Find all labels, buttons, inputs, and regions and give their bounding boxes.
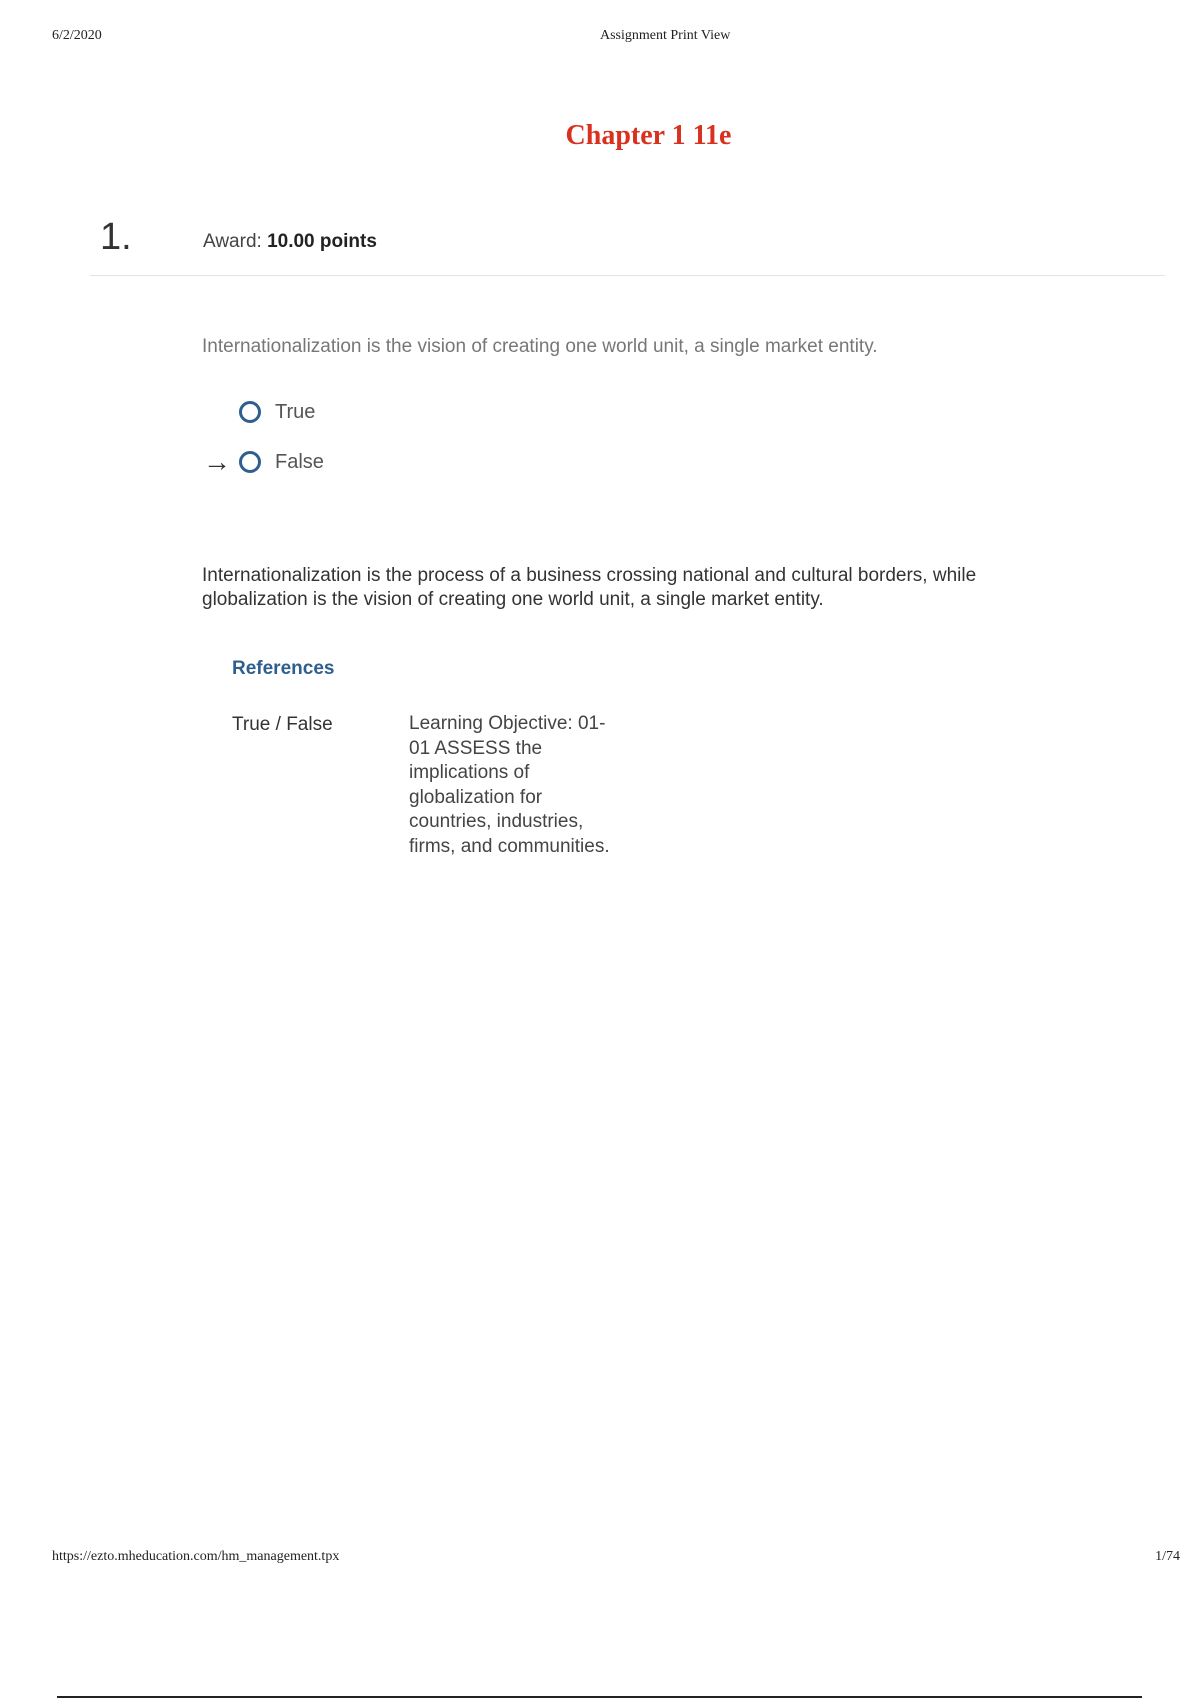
radio-button-icon[interactable] — [239, 401, 261, 423]
option-false[interactable] — [203, 446, 324, 478]
option-label: False — [275, 450, 324, 473]
page-number: 1/74 — [1155, 1549, 1180, 1564]
answer-explanation: Internationalization is the process of a business crossing national and cultural borders, while globalization is the vision of creating one world unit, a single market entity. — [202, 565, 977, 610]
option-label: True — [275, 400, 316, 423]
correct-answer-arrow-icon: → — [203, 446, 231, 477]
page-bottom-rule — [57, 1696, 1142, 1698]
print-date: 6/2/2020 — [52, 28, 102, 43]
print-footer — [52, 1549, 1180, 1569]
page-url: https://ezto.mheducation.com/hm_management.tpx — [52, 1549, 340, 1564]
print-header — [52, 28, 1180, 48]
option-true[interactable] — [203, 396, 315, 428]
reference-type: True / False — [232, 714, 333, 735]
award-label: Award: — [203, 231, 262, 252]
award-points: 10.00 points — [267, 231, 377, 252]
award — [203, 231, 377, 253]
radio-button-icon[interactable] — [239, 451, 261, 473]
question-divider — [90, 275, 1165, 276]
question-text: Internationalization is the vision of creating one world unit, a single market entity. — [202, 336, 878, 357]
chapter-title: Chapter 1 11e — [565, 120, 732, 151]
references-heading: References — [232, 658, 335, 679]
print-view-title: Assignment Print View — [600, 28, 731, 43]
question-number: 1. — [100, 216, 132, 258]
learning-objective: Learning Objective: 01-01 ASSESS the implications of globalization for countries, industries, firms, and communities. — [409, 713, 610, 857]
